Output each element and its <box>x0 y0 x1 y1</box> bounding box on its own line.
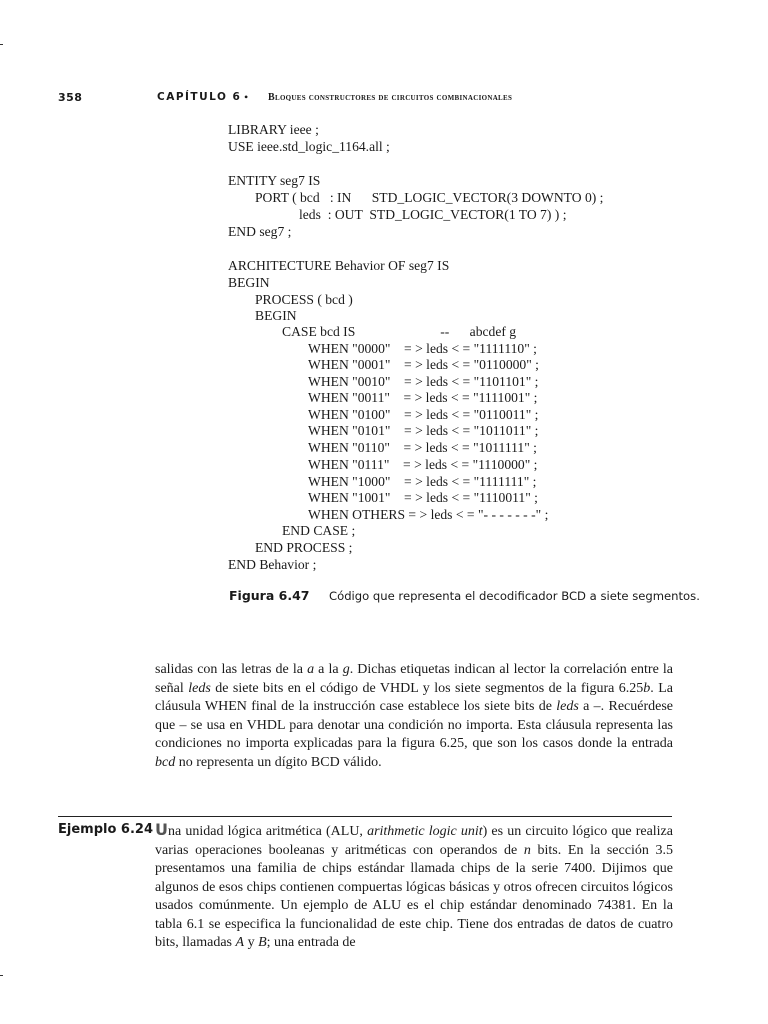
chapter-label: CAPÍTULO 6 <box>157 91 242 103</box>
header-bullet: • <box>244 90 249 104</box>
code-line: WHEN OTHERS = > leds < = "- - - - - - -" ; <box>308 507 549 522</box>
code-line: END PROCESS ; <box>255 540 353 555</box>
crop-mark-top <box>0 44 3 45</box>
page-number: 358 <box>58 91 83 104</box>
example-divider <box>58 816 672 817</box>
code-line: END Behavior ; <box>228 557 317 572</box>
chapter-title: Bloques constructores de circuitos combinacionales <box>268 92 513 103</box>
code-line: PORT ( bcd : IN STD_LOGIC_VECTOR(3 DOWNTO 0) ; <box>255 190 604 205</box>
code-line: ENTITY seg7 IS <box>228 173 321 188</box>
figure-label: Figura 6.47 <box>229 588 310 603</box>
example-label: Ejemplo 6.24 <box>58 822 153 837</box>
code-line: WHEN "0011" = > leds < = "1111001" ; <box>308 390 538 405</box>
code-line: END seg7 ; <box>228 224 292 239</box>
example-paragraph: Una unidad lógica aritmética (ALU, arithmetic logic unit) es un circuito lógico que realiza varias operaciones booleanas y aritméticas con operandos de n bits. En la sección 3.5 presentamos una familia de chips estándar llamada chips de la serie 7400. Dijimos que algunos de esos chips contienen compuertas lógicas básicas y otros ofrecen circuitos lógicos usados comúnmente. Un ejemplo de ALU es el chip estándar denominado 74381. En la tabla 6.1 se especifica la funcionalidad de este chip. Tiene dos entradas de datos de cuatro bits, llamadas A y B; una entrada de <box>155 820 673 950</box>
code-line: ARCHITECTURE Behavior OF seg7 IS <box>228 258 450 273</box>
code-line: END CASE ; <box>282 523 356 538</box>
code-line: WHEN "0111" = > leds < = "1110000" ; <box>308 457 538 472</box>
code-line: WHEN "0100" = > leds < = "0110011" ; <box>308 407 539 422</box>
code-line: BEGIN <box>255 308 297 323</box>
crop-mark-bottom <box>0 975 3 976</box>
drop-cap: U <box>155 820 168 839</box>
code-line: WHEN "1001" = > leds < = "1110011" ; <box>308 490 538 505</box>
figure-caption: Código que representa el decodificador BCD a siete segmentos. <box>329 589 700 603</box>
code-line: leds : OUT STD_LOGIC_VECTOR(1 TO 7) ) ; <box>299 207 567 222</box>
code-line: USE ieee.std_logic_1164.all ; <box>228 139 390 154</box>
code-line: WHEN "0001" = > leds < = "0110000" ; <box>308 357 539 372</box>
code-line: WHEN "0110" = > leds < = "1011111" ; <box>308 440 537 455</box>
code-line: CASE bcd IS -- abcdef g <box>282 324 517 339</box>
code-line: BEGIN <box>228 275 270 290</box>
body-paragraph: salidas con las letras de la a a la g. Dichas etiquetas indican al lector la correlación entre la señal leds de siete bits en el código de VHDL y los siete segmentos de la figura 6.25b. La cláusula WHEN final de la instrucción case establece los siete bits de leds a –. Recuérdese que – se usa en VHDL para denotar una condición no importa. Esta cláusula representa las condiciones no importa explicadas para la figura 6.25, que son los casos donde la entrada bcd no representa un dígito BCD válido. <box>155 662 674 770</box>
code-line: WHEN "0000" = > leds < = "1111110" ; <box>308 341 537 356</box>
code-line: WHEN "0101" = > leds < = "1011011" ; <box>308 423 539 438</box>
code-line: PROCESS ( bcd ) <box>255 292 353 307</box>
code-line: WHEN "0010" = > leds < = "1101101" ; <box>308 374 539 389</box>
code-line: LIBRARY ieee ; <box>228 122 319 137</box>
code-line: WHEN "1000" = > leds < = "1111111" ; <box>308 474 537 489</box>
